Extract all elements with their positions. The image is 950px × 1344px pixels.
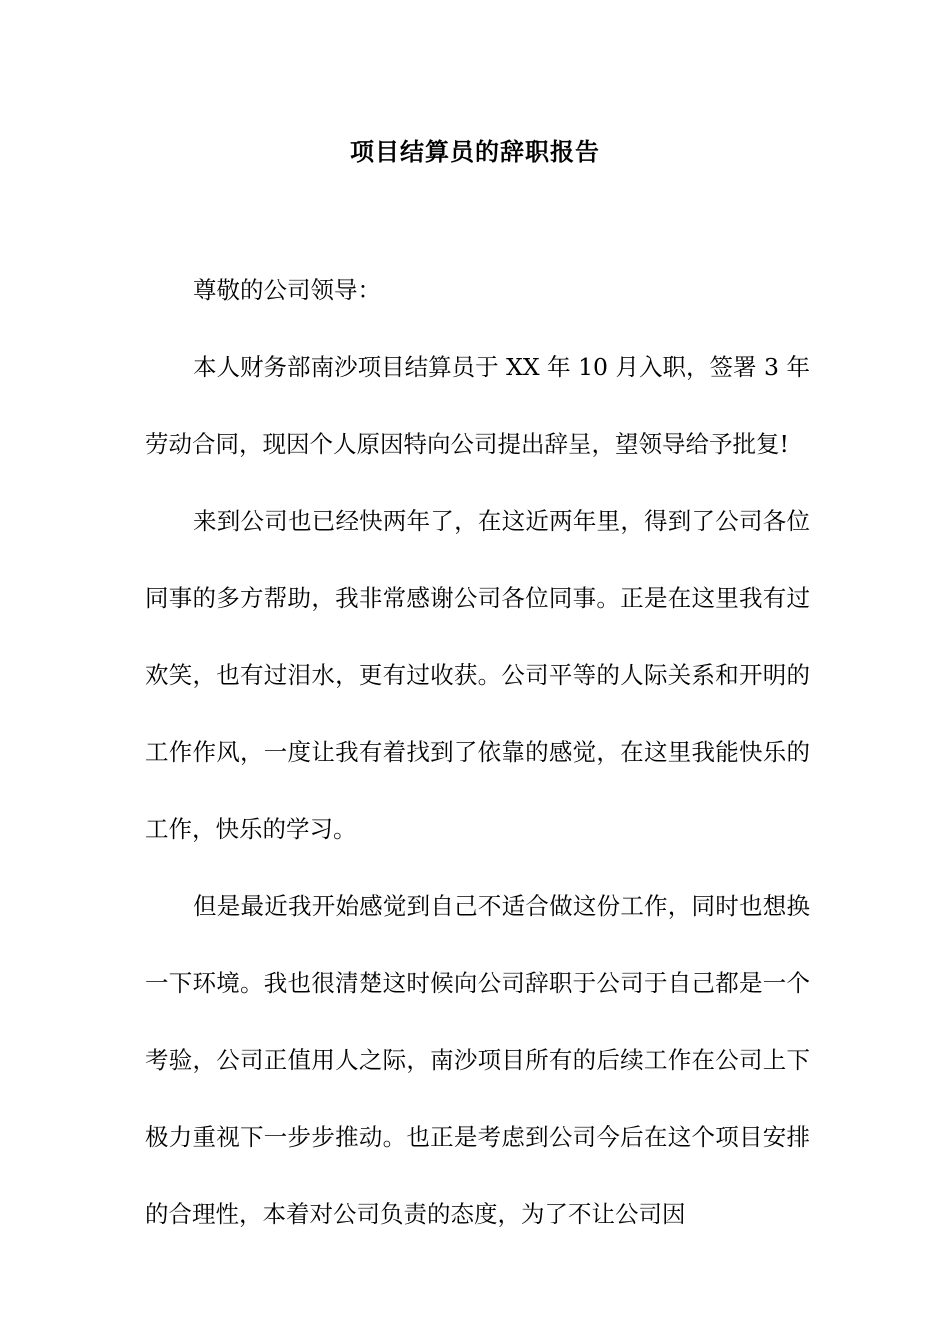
salutation: 尊敬的公司领导： xyxy=(193,276,381,304)
document-title: 项目结算员的辞职报告 xyxy=(350,137,600,166)
paragraph-1: 本人财务部南沙项目结算员于 XX 年 10 月入职，签署 3 年劳动合同，现因个人原因特向公司提出辞呈，望领导给予批复! xyxy=(145,353,810,458)
document-body xyxy=(145,252,810,1253)
paragraph-3: 但是最近我开始感觉到自己不适合做这份工作，同时也想换一下环境。我也很清楚这时候向公司辞职于公司于自己都是一个考验，公司正值用人之际，南沙项目所有的后续工作在公司上下极力重视下一步步推动。也正是考虑到公司今后在这个项目安排的合理性，本着对公司负责的态度，为了不让公司因 xyxy=(145,892,810,1228)
paragraph-2: 来到公司也已经快两年了，在这近两年里，得到了公司各位同事的多方帮助，我非常感谢公司各位同事。正是在这里我有过欢笑，也有过泪水，更有过收获。公司平等的人际关系和开明的工作作风，一度让我有着找到了依靠的感觉，在这里我能快乐的工作，快乐的学习。 xyxy=(145,507,810,843)
